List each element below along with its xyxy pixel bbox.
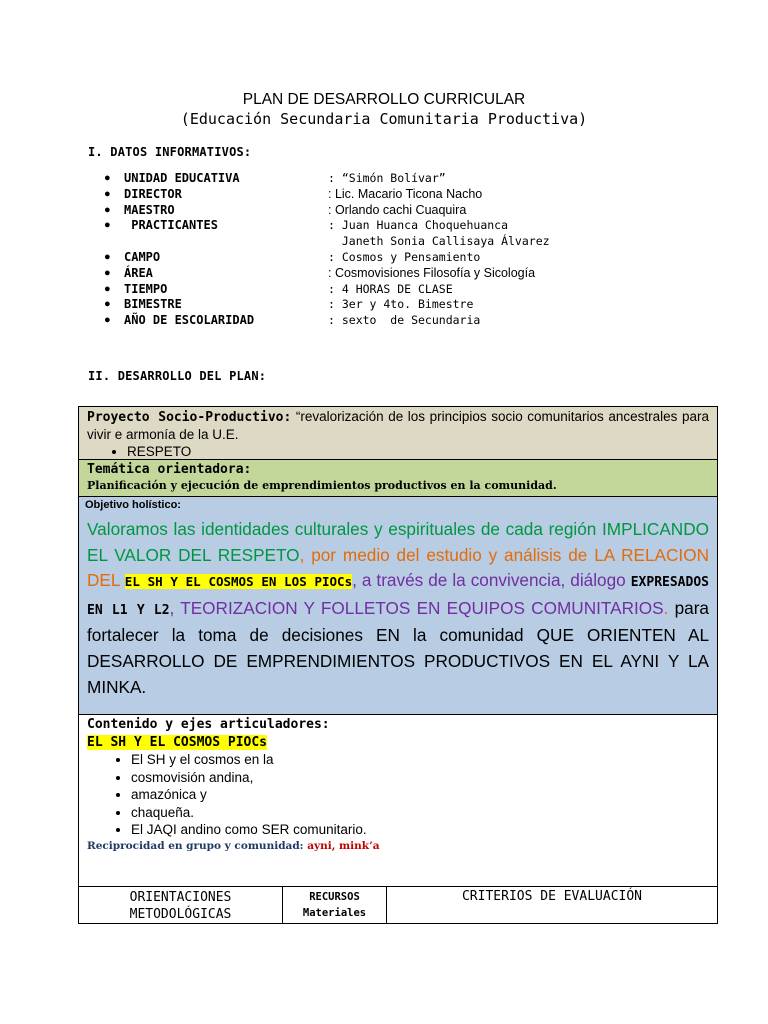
bullet-icon: ● <box>104 203 111 216</box>
bullet-icon: ● <box>104 187 111 200</box>
info-label: DIRECTOR <box>124 186 182 201</box>
info-value: : Cosmos y Pensamiento <box>328 249 481 264</box>
bullet-icon: ● <box>104 172 111 184</box>
list-item: • RESPETO <box>127 443 709 460</box>
objetivo-text-4: , a través de la convivencia, diálogo <box>352 570 631 591</box>
info-value-line1: : Juan Huanca Choquehuanca <box>328 218 509 233</box>
objetivo-text-6: , TEORIZACION Y FOLLETOS EN EQUIPOS COMUNITARIOS <box>169 597 664 618</box>
info-label: AÑO DE ESCOLARIDAD <box>124 313 255 328</box>
bullet-icon: ● <box>104 282 111 295</box>
objetivo-label: Objetivo holístico: <box>85 499 181 511</box>
info-label: PRACTICANTES <box>124 218 218 233</box>
proyecto-label: Proyecto Socio-Productivo: <box>87 410 292 425</box>
info-row-unidad <box>104 171 664 187</box>
info-row-campo <box>104 250 664 266</box>
recursos-header <box>283 887 387 923</box>
list-item: • amazónica y <box>131 786 709 804</box>
objetivo-cell <box>79 497 717 715</box>
bullet-icon: ● <box>104 298 111 311</box>
info-row-tiempo <box>104 282 664 298</box>
contenido-highlight: EL SH Y EL COSMOS PIOCs <box>87 735 268 750</box>
objetivo-text-1: Valoramos las identidades culturales y espirituales de cada región IMPLICANDO EL VALOR DEL RESPETO <box>87 519 709 565</box>
list-item: • El SH y el cosmos en la <box>131 751 709 769</box>
info-value-line2: Janeth Sonia Callisaya Álvarez <box>328 234 550 249</box>
info-label: BIMESTRE <box>124 297 182 312</box>
info-value: : Cosmovisiones Filosofía y Sicología <box>328 265 536 280</box>
tematica-cell <box>79 460 717 497</box>
proyecto-text: “revalorización de los principios socio comunitarios ancestrales para vivir e armonía de la U.E. <box>87 409 709 442</box>
objetivo-text-8: para fortalecer la toma de decisiones EN la comunidad QUE ORIENTEN AL DESARROLLO DE EMPRENDIMIENTOS PRODUCTIVOS EN EL AYNI Y LA MINKA. <box>87 597 709 697</box>
reciprocidad-value: ayni, mink’a <box>307 839 380 852</box>
list-item: • chaqueña. <box>131 804 709 822</box>
info-value: : sexto de Secundaria <box>328 313 481 328</box>
objetivo-paragraph <box>87 517 709 700</box>
objetivo-highlight: EL SH Y EL COSMOS EN LOS PIOCs <box>124 574 353 590</box>
proyecto-list <box>87 443 709 460</box>
info-value: : Orlando cachi Cuaquira <box>328 202 467 217</box>
info-label: MAESTRO <box>124 202 175 217</box>
bullet-icon: ● <box>104 219 111 232</box>
orientaciones-line2: METODOLÓGICAS <box>129 907 232 922</box>
section-desarrollo-plan: II. DESARROLLO DEL PLAN: <box>88 369 267 383</box>
info-row-maestro <box>104 203 664 219</box>
contenido-label: Contenido y ejes articuladores: <box>87 717 330 732</box>
bullet-icon: ● <box>104 314 111 327</box>
info-label: TIEMPO <box>124 281 168 296</box>
info-row-bimestre <box>104 297 664 313</box>
tematica-text: Planificación y ejecución de emprendimientos productivos en la comunidad. <box>87 479 557 492</box>
info-value <box>328 218 664 250</box>
info-row-area <box>104 266 664 282</box>
info-value: : “Simón Bolívar” <box>328 171 446 185</box>
objetivo-text-2: , por medio del estudio y análisis de LA RELACION DEL <box>87 544 709 591</box>
list-item: • El JAQI andino como SER comunitario. <box>131 821 709 839</box>
info-value: : 4 HORAS DE CLASE <box>328 281 453 296</box>
list-item: • cosmovisión andina, <box>131 769 709 787</box>
bullet-icon: ● <box>104 266 111 279</box>
criterios-header: CRITERIOS DE EVALUACIÓN <box>461 889 642 904</box>
document-title: PLAN DE DESARROLLO CURRICULAR <box>242 91 526 108</box>
info-value: : Lic. Macario Ticona Nacho <box>328 186 483 201</box>
plan-table <box>78 406 718 924</box>
tematica-label: Temática orientadora: <box>87 462 252 477</box>
footer-columns <box>79 887 717 923</box>
recursos-line1: RECURSOS <box>309 891 360 903</box>
info-row-escolaridad <box>104 313 664 329</box>
contenido-cell <box>79 717 717 887</box>
document-subtitle: (Educación Secundaria Comunitaria Productiva) <box>180 110 588 128</box>
proyecto-cell <box>79 407 717 460</box>
info-label: CAMPO <box>124 249 161 264</box>
objetivo-text-7: . <box>663 597 675 618</box>
objetivo-text-5: EXPRESADOS EN L1 Y L2 <box>87 575 709 618</box>
info-value: : 3er y 4to. Bimestre <box>328 297 474 312</box>
reciprocidad-label: Reciprocidad en grupo y comunidad: <box>87 839 304 852</box>
contenido-list <box>87 751 709 839</box>
section-datos-informativos: I. DATOS INFORMATIVOS: <box>88 145 252 159</box>
info-row-director <box>104 187 664 203</box>
recursos-line2: Materiales <box>302 907 367 919</box>
info-row-practicantes <box>104 218 664 250</box>
info-label: ÁREA <box>124 265 153 280</box>
reciprocidad-line <box>87 839 709 854</box>
info-list <box>104 171 664 329</box>
orientaciones-line1: ORIENTACIONES <box>129 890 232 905</box>
bullet-icon: ● <box>104 250 111 263</box>
info-label: UNIDAD EDUCATIVA <box>124 171 240 185</box>
orientaciones-header <box>79 887 283 923</box>
